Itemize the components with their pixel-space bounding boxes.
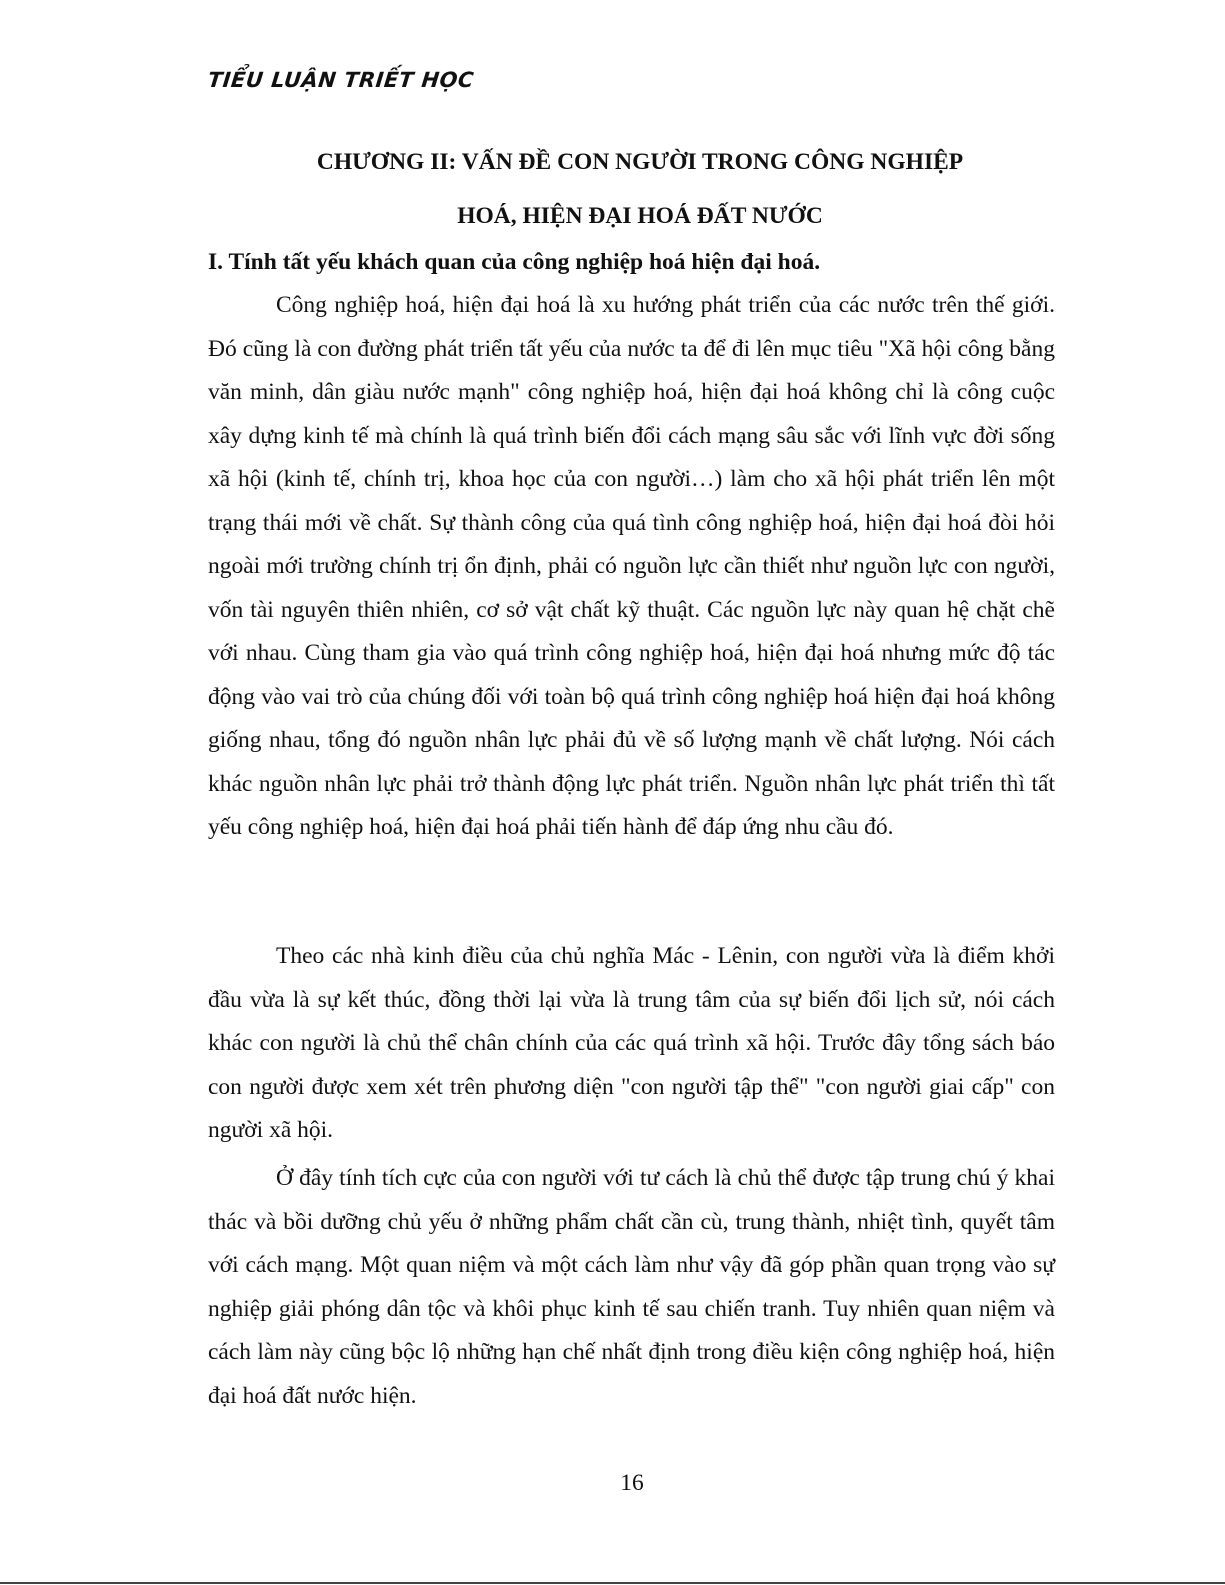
running-header: TIỂU LUẬN TRIẾT HỌC: [206, 68, 476, 92]
bottom-edge-rule: [0, 1582, 1225, 1584]
body-paragraph-1: Công nghiệp hoá, hiện đại hoá là xu hướng phát triển của các nước trên thế giới. Đó cũng là con đường phát triển tất yếu của nước ta để đi lên mục tiêu "Xã hội công bằng văn minh, dân giàu nước mạnh" công nghiệp hoá, hiện đại hoá không chỉ là công cuộc xây dựng kinh tế mà chính là quá trình biến đổi cách mạng sâu sắc với lĩnh vực đời sống xã hội (kinh tế, chính trị, khoa học của con người…) làm cho xã hội phát triển lên một trạng thái mới về chất. Sự thành công của quá tình công nghiệp hoá, hiện đại hoá đòi hỏi ngoài mới trường chính trị ổn định, phải có nguồn lực cần thiết như nguồn lực con người, vốn tài nguyên thiên nhiên, cơ sở vật chất kỹ thuật. Các nguồn lực này quan hệ chặt chẽ với nhau. Cùng tham gia vào quá trình công nghiệp hoá, hiện đại hoá nhưng mức độ tác động vào vai trò của chúng đối với toàn bộ quá trình công nghiệp hoá hiện đại hoá không giống nhau, tổng đó nguồn nhân lực phải đủ về số lượng mạnh về chất lượng. Nói cách khác nguồn nhân lực phải trở thành động lực phát triển. Nguồn nhân lực phát triển thì tất yếu công nghiệp hoá, hiện đại hoá phải tiến hành để đáp ứng nhu cầu đó.: [208, 292, 1055, 840]
chapter-title-line-1: CHƯƠNG II: VẤN ĐỀ CON NGƯỜI TRONG CÔNG NGHIỆP: [316, 149, 964, 175]
body-paragraph-2: Theo các nhà kinh điều của chủ nghĩa Mác - Lênin, con người vừa là điểm khởi đầu vừa là sự kết thúc, đồng thời lại vừa là trung tâm của sự biến đổi lịch sử, nói cách khác con người là chủ thể chân chính của các quá trình xã hội. Trước đây tổng sách báo con người được xem xét trên phương diện "con người tập thể" "con người giai cấp" con người xã hội.: [208, 943, 1055, 1143]
section-heading: I. Tính tất yếu khách quan của công nghiệp hoá hiện đại hoá.: [208, 249, 821, 275]
page-number: 16: [620, 1470, 644, 1496]
body-paragraph-3: Ở đây tính tích cực của con người với tư cách là chủ thể được tập trung chú ý khai thác và bồi dưỡng chủ yếu ở những phẩm chất cần cù, trung thành, nhiệt tình, quyết tâm với cách mạng. Một quan niệm và một cách làm như vậy đã góp phần quan trọng vào sự nghiệp giải phóng dân tộc và khôi phục kinh tế sau chiến tranh. Tuy nhiên quan niệm và cách làm này cũng bộc lộ những hạn chế nhất định trong điều kiện công nghiệp hoá, hiện đại hoá đất nước hiện.: [208, 1165, 1055, 1409]
chapter-title-line-2: HOÁ, HIỆN ĐẠI HOÁ ĐẤT NƯỚC: [457, 203, 823, 229]
